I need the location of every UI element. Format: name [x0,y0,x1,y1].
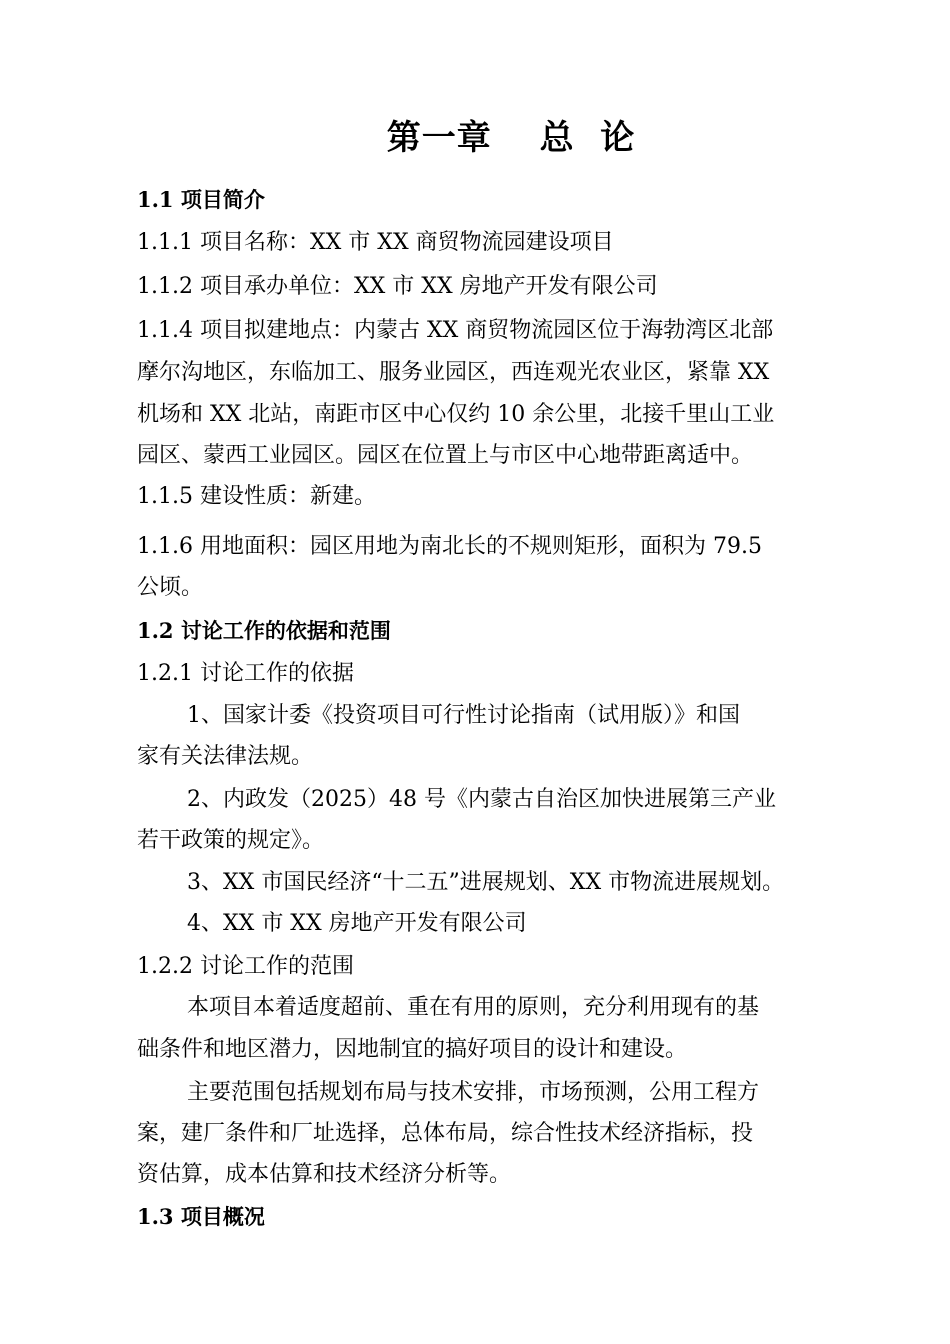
basis-item-1: 1、国家计委《投资项目可行性讨论指南（试用版）》和国 [187,703,740,728]
paragraph-line: 家有关法律法规。 [137,744,314,769]
paragraph-line: 机场和 XX 北站，南距市区中心仅约 10 余公里，北接千里山工业 [137,402,775,427]
paragraph-line: 资估算，成本估算和技术经济分析等。 [137,1162,512,1187]
subsection-heading-1-2-1: 1.2.1 讨论工作的依据 [137,661,354,686]
item-land-area: 1.1.6 用地面积：园区用地为南北长的不规则矩形，面积为 79.5 [137,534,762,559]
item-project-organizer: 1.1.2 项目承办单位：XX 市 XX 房地产开发有限公司 [137,274,658,299]
chapter-title: 第一章 总 论 [386,118,636,158]
basis-item-2: 2、内政发（2025）48 号《内蒙古自治区加快进展第三产业 [187,787,776,812]
paragraph-line: 园区、蒙西工业园区。园区在位置上与市区中心地带距离适中。 [137,443,754,468]
paragraph-line: 若干政策的规定》。 [137,828,325,853]
subsection-heading-1-2-2: 1.2.2 讨论工作的范围 [137,954,354,979]
basis-item-3: 3、XX 市国民经济“十二五”进展规划、XX 市物流进展规划。 [187,870,785,895]
basis-item-4: 4、XX 市 XX 房地产开发有限公司 [187,911,527,936]
paragraph-line: 础条件和地区潜力，因地制宜的搞好项目的设计和建设。 [137,1037,688,1062]
section-heading-1-2: 1.2 讨论工作的依据和范围 [137,618,391,643]
paragraph-line: 摩尔沟地区，东临加工、服务业园区，西连观光农业区，紧靠 XX [137,360,770,385]
scope-paragraph-1: 本项目本着适度超前、重在有用的原则，充分利用现有的基 [187,995,760,1020]
item-project-name: 1.1.1 项目名称：XX 市 XX 商贸物流园建设项目 [137,230,614,255]
section-heading-1-3: 1.3 项目概况 [137,1204,265,1229]
paragraph-line: 案，建厂条件和厂址选择，总体布局，综合性技术经济指标，投 [137,1121,754,1146]
scope-paragraph-2: 主要范围包括规划布局与技术安排，市场预测，公用工程方 [187,1080,760,1105]
item-project-location: 1.1.4 项目拟建地点：内蒙古 XX 商贸物流园区位于海勃湾区北部 [137,318,774,343]
section-heading-1-1: 1.1 项目简介 [137,187,265,212]
paragraph-line: 公顷。 [137,575,204,600]
item-construction-nature: 1.1.5 建设性质：新建。 [137,484,376,509]
